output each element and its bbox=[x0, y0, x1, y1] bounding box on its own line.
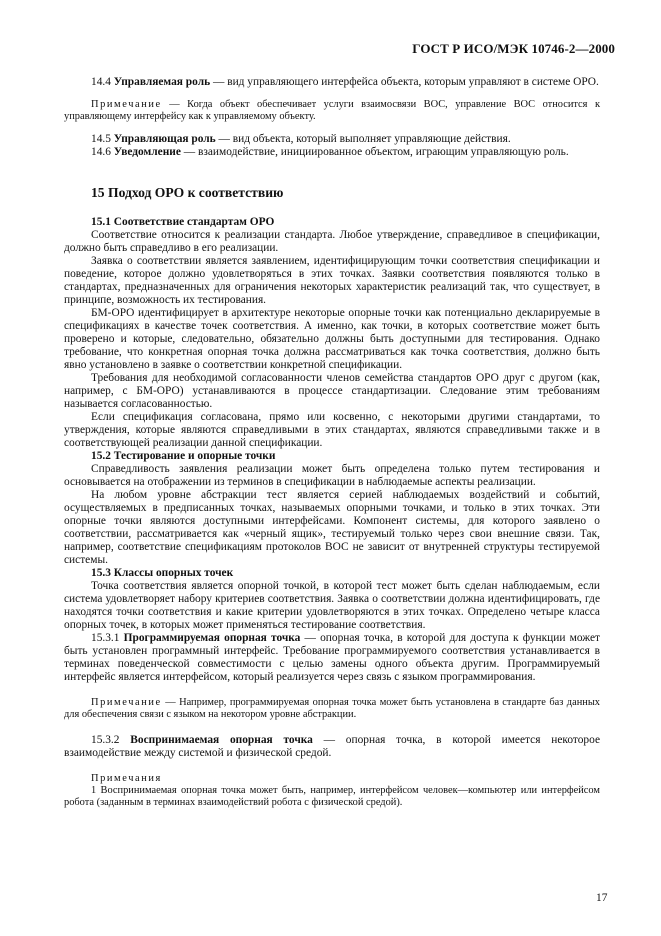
paragraph: Если спецификация согласована, прямо или косвенно, с некоторыми другими стандартами, то утверждения, которые являются справедливыми в этих стандартах, являются справедливыми также и в соответствующей реализации данной спецификации. bbox=[64, 411, 600, 449]
note-label: Примечание bbox=[91, 99, 162, 110]
clause-15-3-2 bbox=[64, 734, 600, 760]
note-label: Примечание bbox=[91, 697, 162, 708]
document-header: ГОСТ Р ИСО/МЭК 10746-2—2000 bbox=[412, 41, 615, 56]
notes-label: Примечания bbox=[91, 773, 162, 784]
clause-text: — взаимодействие, инициированное объектом, играющим управляющую роль. bbox=[180, 146, 569, 158]
paragraph: Соответствие относится к реализации стандарта. Любое утверждение, справедливое в спецификации, должно быть справедливо в его реализации. bbox=[64, 229, 600, 254]
clause-text: — вид объекта, который выполняет управляющие действия. bbox=[215, 133, 511, 145]
clause-term: Программируемая опорная точка bbox=[123, 632, 301, 644]
subsection-15-2-heading: 15.2 Тестирование и опорные точки bbox=[91, 450, 276, 462]
clause-term: Управляющая роль bbox=[113, 133, 216, 145]
clause-number: 15.3.1 bbox=[91, 632, 120, 644]
clause-14-5 bbox=[64, 133, 600, 146]
clause-number: 14.6 bbox=[91, 146, 111, 158]
note-text: — Например, программируемая опорная точка может быть установлена в стандарте баз данных для обеспечения связи с языком на некотором уровне абстракции. bbox=[64, 697, 600, 720]
clause-text: — вид управляющего интерфейса объекта, которым управляют в системе ОРО. bbox=[210, 76, 599, 88]
subsection-15-3-heading: 15.3 Классы опорных точек bbox=[91, 567, 234, 579]
paragraph: БМ-ОРО идентифицирует в архитектуре некоторые опорные точки как потенциально декларируемые в спецификациях в качестве точек соответствия. А именно, как точки, в которых соответствие может быть проверено и которые, следовательно, обязательно должны быть доступными для тестирования. Однако требование, что конкретная опорная точка должна рассматриваться как точка соответствия, должно быть явно установлено в заявке о соответствии конкретной спецификации. bbox=[64, 307, 600, 371]
clause-text: — опорная точка, в которой для доступа к функции может быть установлен программный интерфейс. Требование программируемого соответствия устанавливается в терминах поведенческой совместимости с целью замены одного объекта другим. Программируемый интерфейс является интерфейсом, который реализуется через связь с языком программирования. bbox=[64, 632, 600, 683]
section-15-heading: 15 Подход ОРО к соответствию bbox=[91, 185, 284, 200]
paragraph: Заявка о соответствии является заявлением, идентифицирующим точки соответствия спецификации и поведение, которое должно удовлетворяться в этих точках. Заявки соответствия появляются только в стандартах, предназначенных для ограничения некоторых характеристик реализаций так, что существует, в принципе, возможность их тестирования. bbox=[64, 255, 600, 306]
paragraph: Справедливость заявления реализации может быть определена только путем тестирования и основывается на отображении из терминов в спецификации в наблюдаемые аспекты реализации. bbox=[64, 463, 600, 488]
clause-15-3-1 bbox=[64, 632, 600, 684]
note-text: — Когда объект обеспечивает услуги взаимосвязи ВОС, управление ВОС относится к управляющему интерфейсу как к управляемому объекту. bbox=[64, 99, 600, 122]
paragraph: Точка соответствия является опорной точкой, в которой тест может быть сделан наблюдаемым, если система удовлетворяет набору критериев соответствия. Заявка о соответствии должна идентифицировать, где находятся точки соответствия и какие критерии удовлетворяются в этих точках. Определено четыре класса опорных точек, в которых может применяться тестирование соответствия. bbox=[64, 580, 600, 631]
clause-number: 15.3.2 bbox=[91, 734, 120, 746]
page-number: 17 bbox=[596, 892, 608, 904]
clause-text: — опорная точка, в которой имеется некоторое взаимодействие между системой и физической средой. bbox=[64, 734, 600, 759]
clause-14-4 bbox=[64, 76, 600, 89]
note-14-4 bbox=[64, 99, 600, 123]
clause-term: Воспринимаемая опорная точка bbox=[130, 734, 313, 746]
clause-term: Уведомление bbox=[113, 146, 181, 158]
note-item: 1 Воспринимаемая опорная точка может быть, например, интерфейсом человек—компьютер или интерфейсом робота (заданным в терминах взаимодействий робота с физической средой). bbox=[64, 785, 600, 808]
clause-number: 14.4 bbox=[91, 76, 111, 88]
page-content bbox=[64, 76, 600, 809]
clause-number: 14.5 bbox=[91, 133, 111, 145]
clause-term: Управляемая роль bbox=[113, 76, 211, 88]
note-15-3-1 bbox=[64, 697, 600, 721]
paragraph: Требования для необходимой согласованности членов семейства стандартов ОРО друг с другом (как, например, с БМ-ОРО) устанавливаются в процессе стандартизации. Следование этим требованиям называется согласованностью. bbox=[64, 372, 600, 410]
subsection-15-1-heading: 15.1 Соответствие стандартам ОРО bbox=[91, 216, 275, 228]
paragraph: На любом уровне абстракции тест является серией наблюдаемых воздействий и событий, осуществляемых в предписанных точках, называемых опорными точками, и только в этих точках. Эти опорные точки являются доступными интерфейсами. Компонент системы, для которого заявлено о соответствии, рассматривается как «черный ящик», тестируемый только через свои внешние связи. Так, например, соответствие спецификациям протоколов ВОС не зависит от внутренней структуры тестируемой системы. bbox=[64, 489, 600, 566]
clause-14-6 bbox=[64, 146, 600, 159]
